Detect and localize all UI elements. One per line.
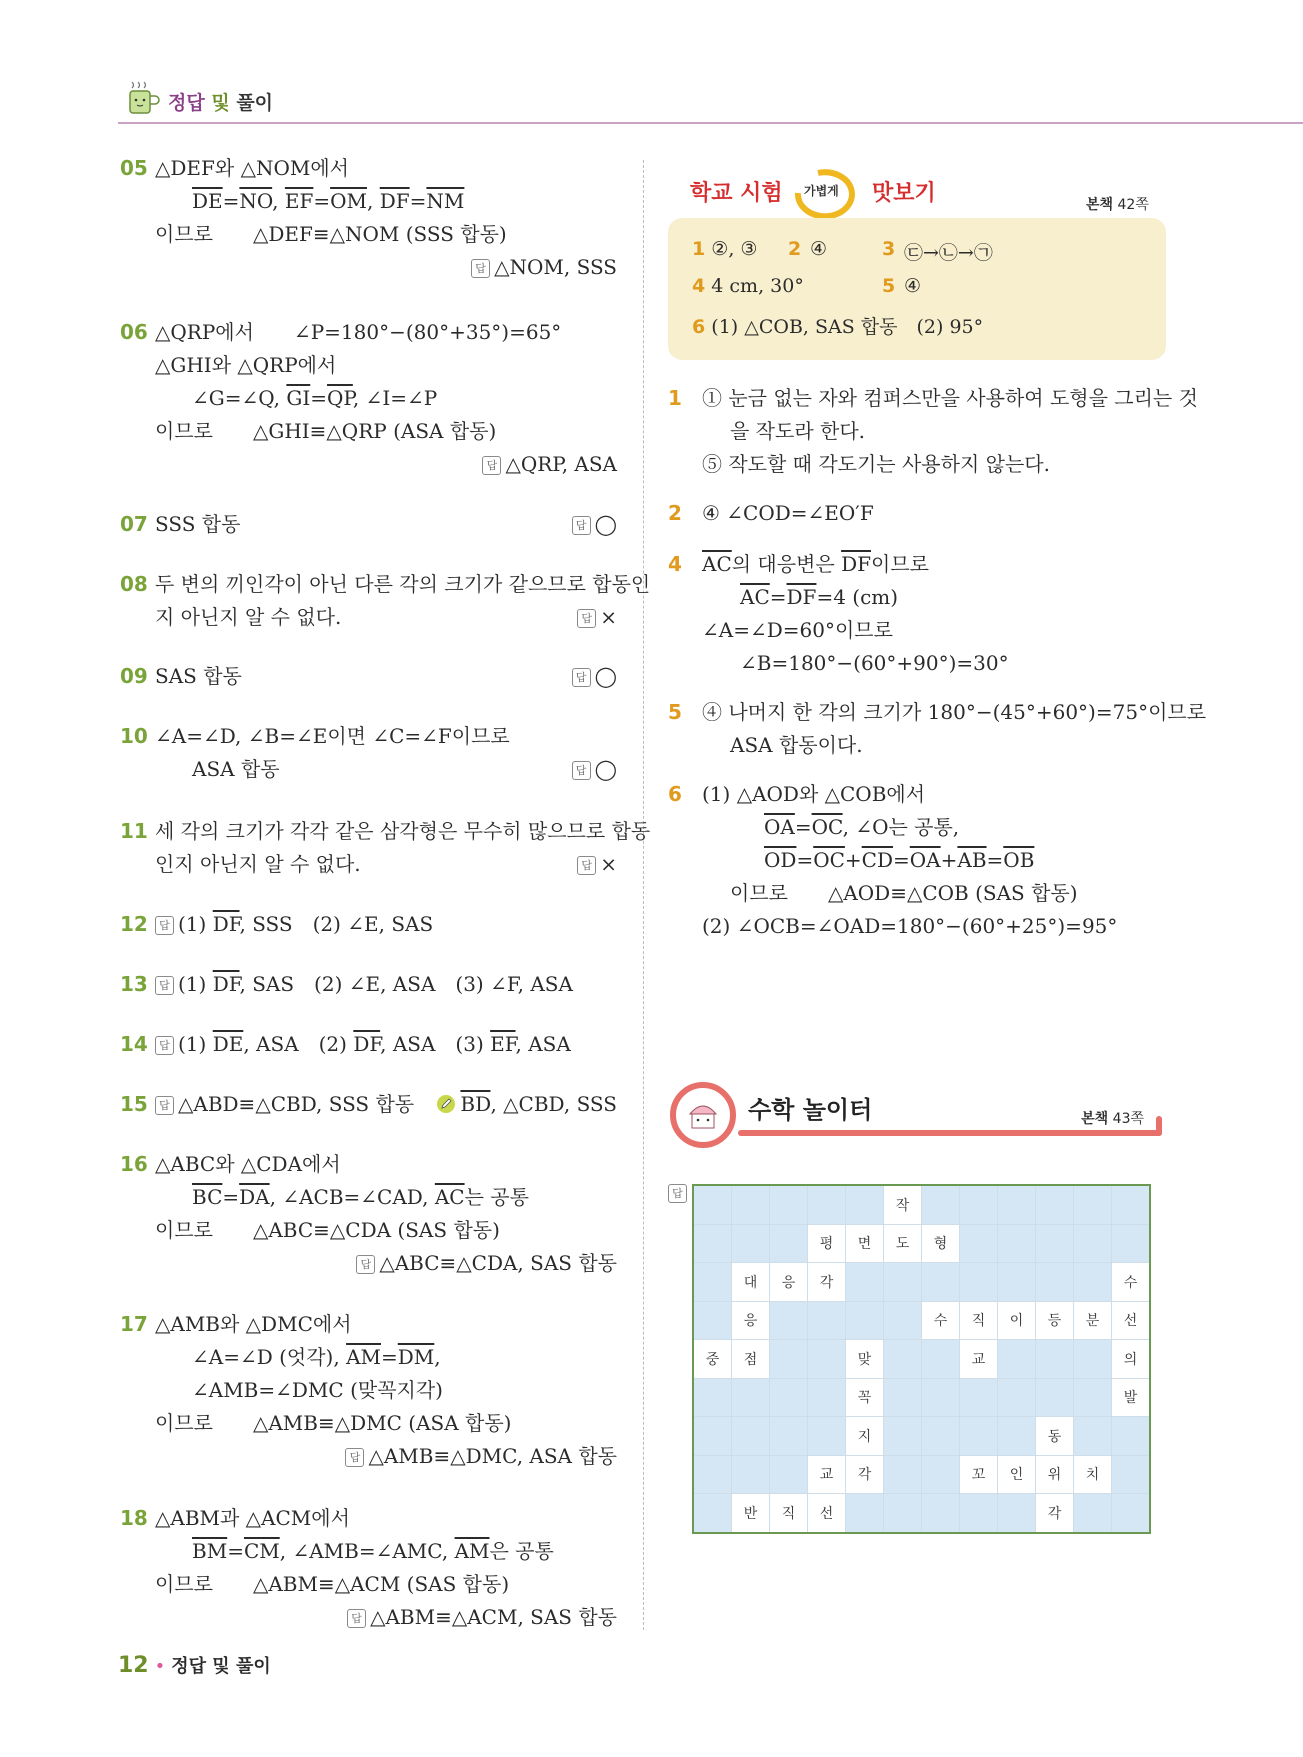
- question-18: [120, 1502, 617, 1642]
- grid-cell-empty: [998, 1340, 1036, 1379]
- box-row-2: 4 4 cm, 30° 5 ④: [692, 275, 922, 297]
- line: ∠A=∠D, ∠B=∠E이면 ∠C=∠F이므로: [155, 724, 510, 748]
- grid-row: [693, 1340, 1150, 1379]
- answer-mark-icon: 답: [155, 916, 174, 935]
- line: 지 아닌지 알 수 없다.: [155, 605, 342, 629]
- line: SAS 합동: [155, 664, 242, 688]
- grid-cell-empty: [770, 1301, 808, 1340]
- grid-cell-letter: 형: [922, 1224, 960, 1263]
- line: $\overline{BM}=\overline{CM}$, ∠AMB=∠AMC, $\overline{AM}$은 공통: [192, 1539, 554, 1563]
- answer-mark-icon: 답: [471, 259, 490, 278]
- solution-number: 5: [668, 700, 682, 724]
- grid-cell-empty: [770, 1378, 808, 1417]
- grid-cell-letter: 반: [732, 1494, 770, 1533]
- line: △ABC와 △CDA에서: [155, 1152, 341, 1176]
- grid-row: [693, 1417, 1150, 1456]
- answer: 답 ×: [577, 848, 617, 881]
- question-06: [120, 316, 617, 476]
- grid-cell-empty: [846, 1494, 884, 1533]
- grid-cell-empty: [770, 1224, 808, 1263]
- line: $\overline{BC}=\overline{DA}$, ∠ACB=∠CAD, $\overline{AC}$는 공통: [192, 1185, 529, 1209]
- answer-mark-icon: 답: [155, 1036, 174, 1055]
- question-05: [120, 152, 617, 282]
- grid-cell-empty: [1036, 1340, 1074, 1379]
- grid-cell-empty: [998, 1417, 1036, 1456]
- solution-number: 4: [668, 552, 682, 576]
- answer-mark-icon: 답: [668, 1184, 687, 1203]
- box-row-1: 1 ②, ③ 2 ④ 3 ㉢→㉡→㉠: [692, 238, 993, 264]
- crossword-grid: [692, 1184, 1151, 1534]
- solution-5: 5 ④ 나머지 한 각의 크기가 180°−(45°+60°)=75°이므로 ASA 합동이다.: [668, 696, 1168, 762]
- grid-cell-letter: 치: [1074, 1455, 1112, 1494]
- line: 두 변의 끼인각이 아닌 다른 각의 크기가 같으므로 합동인: [155, 572, 651, 596]
- header-title: 정답 및 풀이: [168, 92, 274, 114]
- grid-cell-empty: [732, 1224, 770, 1263]
- grid-cell-empty: [998, 1263, 1036, 1302]
- grid-cell-empty: [1112, 1224, 1151, 1263]
- grid-cell-empty: [808, 1301, 846, 1340]
- question-number: 16: [120, 1152, 148, 1176]
- answer: 답 △AMB≡△DMC, ASA 합동: [345, 1440, 617, 1473]
- grid-cell-empty: [922, 1417, 960, 1456]
- question-number: 11: [120, 819, 148, 843]
- question-number: 05: [120, 156, 148, 180]
- grid-cell-empty: [808, 1417, 846, 1456]
- answer-mark-icon: 답: [155, 976, 174, 995]
- grid-cell-letter: 응: [732, 1301, 770, 1340]
- grid-cell-empty: [998, 1224, 1036, 1263]
- grid-cell-empty: [884, 1455, 922, 1494]
- grid-cell-empty: [998, 1185, 1036, 1224]
- answer-mark-icon: 답: [482, 456, 501, 475]
- grid-cell-empty: [960, 1378, 998, 1417]
- grid-cell-empty: [732, 1455, 770, 1494]
- grid-cell-empty: [732, 1417, 770, 1456]
- page-footer: 12 • 정답 및 풀이: [118, 1653, 271, 1678]
- grid-cell-letter: 발: [1112, 1378, 1151, 1417]
- grid-cell-empty: [884, 1494, 922, 1533]
- grid-cell-letter: 이: [998, 1301, 1036, 1340]
- answer: 답 △QRP, ASA: [482, 448, 617, 481]
- question-15: [120, 1088, 617, 1121]
- pencil-icon: [436, 1094, 456, 1114]
- grid-cell-empty: [998, 1378, 1036, 1417]
- question-number: 17: [120, 1312, 148, 1336]
- line: 세 각의 크기가 각각 같은 삼각형은 무수히 많으므로 합동: [155, 819, 651, 843]
- grid-cell-letter: 수: [1112, 1263, 1151, 1302]
- grid-cell-empty: [1036, 1185, 1074, 1224]
- question-16: [120, 1148, 617, 1288]
- answer-mark-icon: 답: [577, 856, 596, 875]
- grid-cell-empty: [846, 1185, 884, 1224]
- answer: 답 △ABM≡△ACM, SAS 합동: [347, 1601, 617, 1634]
- grid-cell-empty: [846, 1263, 884, 1302]
- answer: 답 (1) $\overline{DE}$, ASA (2) $\overline{DF}$, ASA (3) $\overline{EF}$, ASA: [155, 1028, 571, 1061]
- quiz-title: 학교 시험 가볍게 맛보기: [690, 168, 1160, 213]
- grid-cell-empty: [693, 1185, 732, 1224]
- grid-cell-empty: [693, 1263, 732, 1302]
- grid-cell-empty: [960, 1263, 998, 1302]
- page-header: [118, 78, 1303, 124]
- grid-cell-empty: [960, 1224, 998, 1263]
- answer: 답 △NOM, SSS: [471, 251, 617, 284]
- grid-cell-empty: [770, 1417, 808, 1456]
- line: ∠G=∠Q, $\overline{GI}=\overline{QP}$, ∠I=∠P: [192, 386, 438, 410]
- line: △QRP에서 ∠P=180°−(80°+35°)=65°: [155, 320, 562, 344]
- question-number: 15: [120, 1092, 148, 1116]
- line: △ABM과 △ACM에서: [155, 1506, 350, 1530]
- grid-row: [693, 1494, 1150, 1533]
- grid-cell-empty: [808, 1340, 846, 1379]
- grid-cell-empty: [770, 1455, 808, 1494]
- answer-mark-icon: 답: [155, 1096, 174, 1115]
- box-row-3: 6 (1) △COB, SAS 합동 (2) 95°: [692, 316, 984, 338]
- grid-cell-empty: [693, 1417, 732, 1456]
- grid-cell-empty: [998, 1494, 1036, 1533]
- line: 이므로 △ABC≡△CDA (SAS 합동): [155, 1218, 500, 1242]
- grid-cell-empty: [884, 1378, 922, 1417]
- grid-cell-empty: [922, 1378, 960, 1417]
- grid-cell-letter: 인: [998, 1455, 1036, 1494]
- question-13: [120, 968, 617, 1001]
- solution-4: 4 $\overline{AC}$의 대응변은 $\overline{DF}$이므로 $\overline{AC}=\overline{DF}=4$ (cm) ∠A=∠D=60°이므로 ∠B=180°−(60°+90°)=30°: [668, 548, 1168, 680]
- answer-mark-icon: 답: [572, 516, 591, 535]
- line: △AMB와 △DMC에서: [155, 1312, 352, 1336]
- question-number: 18: [120, 1506, 148, 1530]
- line: ∠A=∠D (엇각), $\overline{AM}=\overline{DM}$,: [192, 1345, 441, 1369]
- cupcake-icon: [668, 1080, 738, 1150]
- question-12: [120, 908, 617, 941]
- grid-cell-letter: 꼭: [846, 1378, 884, 1417]
- grid-cell-empty: [922, 1185, 960, 1224]
- answer: 답 ◯: [572, 753, 617, 786]
- grid-cell-empty: [884, 1301, 922, 1340]
- question-number: 12: [120, 912, 148, 936]
- question-17: [120, 1308, 617, 1468]
- grid-cell-letter: 도: [884, 1224, 922, 1263]
- question-number: 06: [120, 320, 148, 344]
- question-number: 07: [120, 512, 148, 536]
- grid-row: [693, 1224, 1150, 1263]
- mug-icon: [122, 78, 162, 118]
- grid-cell-empty: [770, 1340, 808, 1379]
- grid-cell-empty: [846, 1301, 884, 1340]
- grid-cell-empty: [770, 1185, 808, 1224]
- grid-cell-letter: 각: [846, 1455, 884, 1494]
- grid-cell-empty: [1036, 1263, 1074, 1302]
- grid-cell-letter: 응: [770, 1263, 808, 1302]
- answer: 답 ◯: [572, 508, 617, 541]
- grid-cell-empty: [922, 1263, 960, 1302]
- grid-cell-letter: 선: [1112, 1301, 1151, 1340]
- footer-title: 정답 및 풀이: [171, 1656, 271, 1677]
- grid-cell-letter: 동: [1036, 1417, 1074, 1456]
- solution-6: 6 (1) △AOD와 △COB에서 $\overline{OA}=\overline{OC}$, ∠O는 공통, $\overline{OD}=\overline{OC}+\overline{CD}=\overline{OA}+\overline{AB}=\overline{OB}$ 이므로 △AOD≡△COB (SAS 합동) (2) ∠OCB=∠OAD=180°−(60°+25°)=95°: [668, 778, 1168, 943]
- question-number: 13: [120, 972, 148, 996]
- question-09: [120, 660, 617, 693]
- grid-cell-letter: 맞: [846, 1340, 884, 1379]
- answer-mark-icon: 답: [572, 761, 591, 780]
- page-number: 12: [118, 1653, 149, 1678]
- grid-cell-empty: [1074, 1494, 1112, 1533]
- grid-cell-empty: [922, 1340, 960, 1379]
- grid-cell-empty: [1074, 1340, 1112, 1379]
- grid-cell-empty: [960, 1185, 998, 1224]
- grid-cell-letter: 각: [1036, 1494, 1074, 1533]
- grid-cell-letter: 꼬: [960, 1455, 998, 1494]
- playground-page-ref: 본책 43쪽: [1081, 1111, 1144, 1127]
- grid-cell-empty: [1036, 1378, 1074, 1417]
- grid-cell-letter: 평: [808, 1224, 846, 1263]
- line: 인지 아닌지 알 수 없다.: [155, 852, 361, 876]
- grid-cell-empty: [1036, 1224, 1074, 1263]
- grid-cell-empty: [1112, 1494, 1151, 1533]
- question-number: 09: [120, 664, 148, 688]
- question-number: 08: [120, 572, 148, 596]
- grid-cell-empty: [693, 1224, 732, 1263]
- grid-cell-letter: 교: [808, 1455, 846, 1494]
- question-07: [120, 508, 617, 541]
- grid-cell-letter: 중: [693, 1340, 732, 1379]
- grid-cell-empty: [884, 1417, 922, 1456]
- solution-2: 2 ④ ∠COD=∠EO′F: [668, 497, 1168, 530]
- question-number: 10: [120, 724, 148, 748]
- grid-row: [693, 1301, 1150, 1340]
- answer-mark-icon: 답: [356, 1255, 375, 1274]
- line: ASA 합동: [192, 757, 280, 781]
- grid-cell-empty: [693, 1301, 732, 1340]
- grid-cell-letter: 점: [732, 1340, 770, 1379]
- solution-number: 6: [668, 782, 682, 806]
- answer-mark-icon: 답: [572, 668, 591, 687]
- answer-mark-icon: 답: [347, 1609, 366, 1628]
- grid-row: [693, 1378, 1150, 1417]
- line: △GHI와 △QRP에서: [155, 353, 337, 377]
- grid-cell-empty: [884, 1263, 922, 1302]
- grid-cell-letter: 교: [960, 1340, 998, 1379]
- grid-cell-letter: 직: [770, 1494, 808, 1533]
- question-11: [120, 815, 651, 881]
- grid-cell-empty: [808, 1378, 846, 1417]
- line: $\overline{DE}=\overline{NO}$, $\overline{EF}=\overline{OM}$, $\overline{DF}=\overline{NM}$: [192, 189, 465, 213]
- grid-row: [693, 1185, 1150, 1224]
- grid-cell-empty: [1112, 1455, 1151, 1494]
- grid-cell-letter: 수: [922, 1301, 960, 1340]
- grid-cell-letter: 작: [884, 1185, 922, 1224]
- playground-banner: [668, 1080, 1166, 1150]
- question-08: [120, 568, 651, 634]
- grid-cell-letter: 분: [1074, 1301, 1112, 1340]
- question-10: [120, 720, 617, 786]
- question-number: 14: [120, 1032, 148, 1056]
- grid-cell-empty: [1074, 1224, 1112, 1263]
- playground-title: 수학 놀이터: [748, 1096, 873, 1124]
- answer: 답 (1) $\overline{DF}$, SAS (2) ∠E, ASA (3) ∠F, ASA: [155, 968, 573, 1001]
- grid-cell-empty: [922, 1494, 960, 1533]
- answer: 답 △ABC≡△CDA, SAS 합동: [356, 1247, 617, 1280]
- grid-cell-letter: 면: [846, 1224, 884, 1263]
- grid-cell-letter: 위: [1036, 1455, 1074, 1494]
- solution-number: 2: [668, 501, 682, 525]
- line: 이므로 △GHI≡△QRP (ASA 합동): [155, 419, 497, 443]
- quiz-answer-box: [668, 218, 1166, 360]
- column-divider: [643, 160, 644, 1630]
- answer-mark-icon: 답: [345, 1448, 364, 1467]
- grid-cell-empty: [1112, 1417, 1151, 1456]
- grid-cell-empty: [1112, 1185, 1151, 1224]
- answer-mark-icon: 답: [577, 609, 596, 628]
- line: △DEF와 △NOM에서: [155, 156, 349, 180]
- answer: 답 ×: [577, 601, 617, 634]
- grid-cell-empty: [960, 1494, 998, 1533]
- grid-cell-empty: [693, 1455, 732, 1494]
- grid-cell-empty: [693, 1494, 732, 1533]
- question-14: [120, 1028, 617, 1061]
- answer: 답 (1) $\overline{DF}$, SSS (2) ∠E, SAS: [155, 908, 433, 941]
- alt-answer: $\overline{BD}$, △CBD, SSS: [436, 1088, 617, 1121]
- grid-cell-letter: 의: [1112, 1340, 1151, 1379]
- grid-cell-empty: [732, 1378, 770, 1417]
- grid-cell-empty: [1074, 1263, 1112, 1302]
- grid-cell-empty: [1074, 1417, 1112, 1456]
- solution-1: 1 ① 눈금 없는 자와 컴퍼스만을 사용하여 도형을 그리는 것 을 작도라 한다. ⑤ 작도할 때 각도기는 사용하지 않는다.: [668, 382, 1168, 482]
- grid-cell-letter: 대: [732, 1263, 770, 1302]
- grid-cell-letter: 등: [1036, 1301, 1074, 1340]
- grid-row: [693, 1263, 1150, 1302]
- grid-cell-empty: [808, 1185, 846, 1224]
- solution-number: 1: [668, 386, 682, 410]
- line: 이므로 △ABM≡△ACM (SAS 합동): [155, 1572, 510, 1596]
- grid-cell-empty: [960, 1417, 998, 1456]
- answer: 답 △ABD≡△CBD, SSS 합동: [155, 1088, 414, 1121]
- grid-cell-letter: 지: [846, 1417, 884, 1456]
- grid-cell-empty: [922, 1455, 960, 1494]
- grid-cell-letter: 각: [808, 1263, 846, 1302]
- grid-cell-empty: [884, 1340, 922, 1379]
- quiz-page-ref: 본책 42쪽: [1086, 197, 1149, 213]
- line: ∠AMB=∠DMC (맞꼭지각): [192, 1378, 443, 1402]
- grid-cell-letter: 직: [960, 1301, 998, 1340]
- grid-cell-empty: [1074, 1378, 1112, 1417]
- line: 이므로 △AMB≡△DMC (ASA 합동): [155, 1411, 512, 1435]
- grid-cell-empty: [693, 1378, 732, 1417]
- grid-row: [693, 1455, 1150, 1494]
- answer: 답 ◯: [572, 660, 617, 693]
- line: SSS 합동: [155, 512, 241, 536]
- grid-cell-empty: [732, 1185, 770, 1224]
- grid-cell-letter: 선: [808, 1494, 846, 1533]
- line: 이므로 △DEF≡△NOM (SSS 합동): [155, 222, 507, 246]
- grid-cell-empty: [1074, 1185, 1112, 1224]
